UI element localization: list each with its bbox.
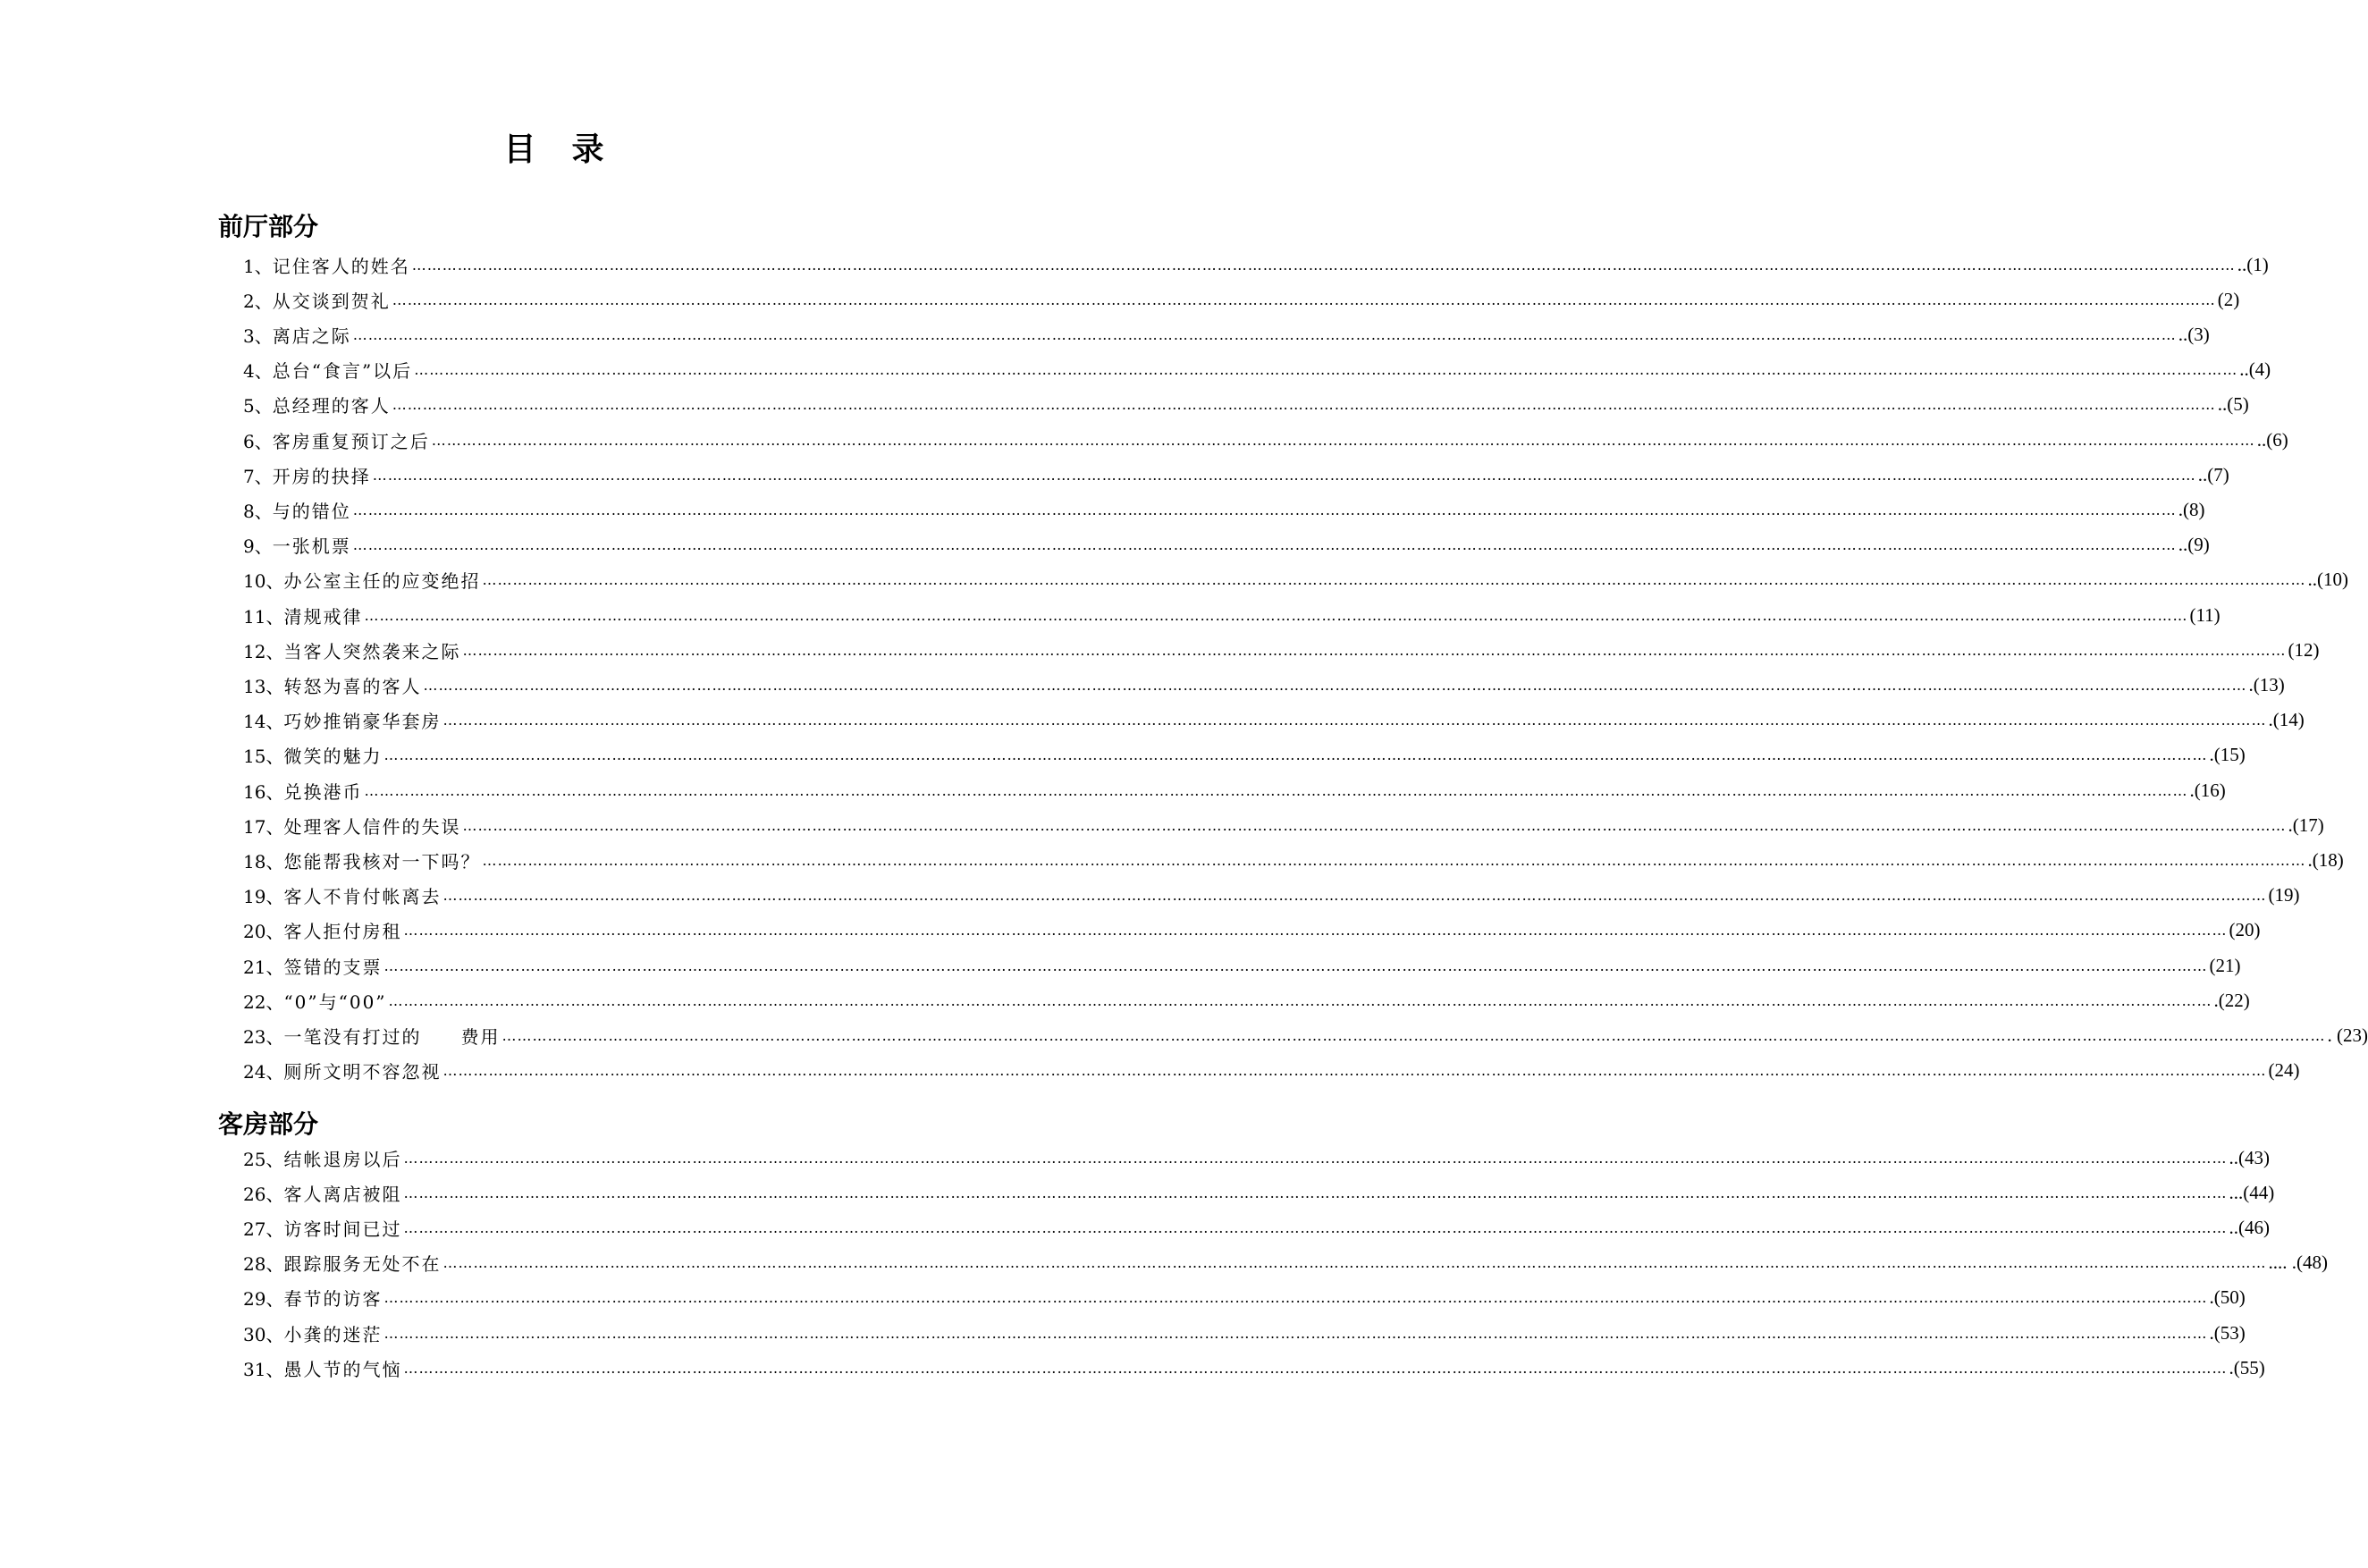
- dot-leader: ………………………………………………………………………………………………………………………………………………………………………………………………………………………………………………………………………………………………………………………………: [352, 501, 2177, 518]
- dot-leader: ………………………………………………………………………………………………………………………………………………………………………………………………………………………………………………………………………………………………………………………………: [423, 676, 2247, 694]
- entry-title: 记住客人的姓名: [272, 255, 410, 277]
- entry-page-number: ..(43): [2229, 1146, 2270, 1168]
- entry-number: 23、: [243, 1025, 284, 1048]
- entry-number: 20、: [243, 921, 284, 943]
- entry-page-number: .... .(48): [2268, 1252, 2328, 1274]
- entry-title: 跟踪服务无处不在: [283, 1253, 442, 1276]
- dot-leader: ………………………………………………………………………………………………………………………………………………………………………………………………………………………………………………………………………………………………………………………………: [352, 536, 2177, 554]
- toc-entry[interactable]: [243, 424, 2288, 456]
- dot-leader: ………………………………………………………………………………………………………………………………………………………………………………………………………………………………………………………………………………………………………………………………: [352, 325, 2177, 343]
- entry-page-number: .(53): [2209, 1321, 2246, 1344]
- dot-leader: ………………………………………………………………………………………………………………………………………………………………………………………………………………………………………………………………………………………………………………………………: [462, 641, 2287, 659]
- entry-title: 小龚的迷茫: [283, 1323, 383, 1345]
- toc-entry[interactable]: [243, 1317, 2246, 1349]
- entry-number: 19、: [243, 886, 284, 908]
- entry-page-number: (11): [2189, 603, 2221, 626]
- entry-title: 客人离店被阻: [283, 1183, 402, 1205]
- entry-page-number: .(55): [2229, 1356, 2265, 1378]
- entry-number: 7、: [243, 465, 273, 487]
- entry-page-number: .(16): [2189, 779, 2226, 801]
- dot-leader: ………………………………………………………………………………………………………………………………………………………………………………………………………………………………………………………………………………………………………………………………: [411, 256, 2236, 274]
- entry-page-number: .(8): [2178, 498, 2205, 520]
- dot-leader: ………………………………………………………………………………………………………………………………………………………………………………………………………………………………………………………………………………………………………………………………: [482, 571, 2306, 589]
- entry-number: 14、: [243, 711, 284, 733]
- entry-title: 离店之际: [272, 325, 351, 347]
- toc-entry[interactable]: [243, 249, 2269, 281]
- dot-leader: ………………………………………………………………………………………………………………………………………………………………………………………………………………………………………………………………………………………………………………………………: [383, 957, 2208, 974]
- entry-title: 客人拒付房租: [283, 921, 402, 943]
- toc-entry[interactable]: [243, 564, 2348, 596]
- toc-entry[interactable]: [243, 1247, 2328, 1279]
- entry-page-number: (20): [2229, 919, 2261, 941]
- entry-title: 结帐退房以后: [283, 1148, 402, 1170]
- entry-number: 18、: [243, 850, 284, 873]
- entry-page-number: .(13): [2248, 673, 2285, 695]
- entry-title: 办公室主任的应变绝招: [283, 570, 481, 593]
- toc-entry[interactable]: [243, 1352, 2265, 1384]
- entry-title: “0”与“00”: [283, 991, 387, 1013]
- dot-leader: ………………………………………………………………………………………………………………………………………………………………………………………………………………………………………………………………………………………………………………………………: [482, 851, 2306, 869]
- entry-title: 访客时间已过: [283, 1218, 402, 1240]
- entry-page-number: ..(5): [2217, 393, 2249, 416]
- entry-number: 2、: [243, 290, 273, 312]
- entry-page-number: ..(4): [2239, 358, 2271, 381]
- dot-leader: ………………………………………………………………………………………………………………………………………………………………………………………………………………………………………………………………………………………………………………………………: [392, 291, 2216, 308]
- entry-title: 您能帮我核对一下吗？: [283, 850, 481, 873]
- toc-entry[interactable]: [243, 529, 2210, 561]
- toc-entry[interactable]: [243, 915, 2261, 947]
- entry-title: 转怒为喜的客人: [283, 675, 422, 697]
- toc-entry[interactable]: [243, 669, 2285, 701]
- entry-number: 6、: [243, 430, 273, 452]
- entry-number: 8、: [243, 500, 273, 522]
- toc-entry[interactable]: [243, 880, 2300, 912]
- entry-title: 当客人突然袭来之际: [283, 640, 461, 662]
- entry-title: 总台“食言”以后: [272, 360, 413, 383]
- toc-entry[interactable]: [243, 493, 2205, 526]
- entry-title: 兑换港币: [283, 780, 363, 803]
- dot-leader: ………………………………………………………………………………………………………………………………………………………………………………………………………………………………………………………………………………………………………………………………: [462, 816, 2287, 834]
- entry-page-number: .(17): [2288, 814, 2324, 836]
- section-title: 客房部分: [218, 1109, 319, 1139]
- toc-entry[interactable]: [243, 949, 2241, 982]
- entry-number: 31、: [243, 1358, 284, 1380]
- toc-entry[interactable]: [243, 599, 2221, 631]
- entry-number: 4、: [243, 360, 273, 383]
- toc-entry[interactable]: [243, 1282, 2246, 1314]
- entry-page-number: .(14): [2268, 709, 2305, 731]
- toc-entry[interactable]: [243, 844, 2344, 876]
- dot-leader: ………………………………………………………………………………………………………………………………………………………………………………………………………………………………………………………………………………………………………………………………: [403, 1149, 2228, 1167]
- entry-page-number: . (23): [2327, 1024, 2368, 1046]
- page-title: 目 录: [503, 131, 606, 168]
- dot-leader: ………………………………………………………………………………………………………………………………………………………………………………………………………………………………………………………………………………………………………………………………: [364, 606, 2188, 624]
- entry-page-number: ...(44): [2229, 1181, 2275, 1203]
- entry-page-number: ..(7): [2197, 463, 2229, 485]
- entry-page-number: ..(46): [2229, 1216, 2270, 1238]
- entry-number: 11、: [243, 605, 284, 628]
- entry-page-number: (2): [2217, 288, 2240, 310]
- entry-number: 22、: [243, 991, 284, 1013]
- entry-title: 从交谈到贺礼: [272, 290, 391, 312]
- dot-leader: ………………………………………………………………………………………………………………………………………………………………………………………………………………………………………………………………………………………………………………………………: [403, 1359, 2228, 1377]
- toc-entry[interactable]: [243, 1142, 2270, 1174]
- entry-title: 春节的访客: [283, 1288, 383, 1311]
- entry-number: 27、: [243, 1218, 284, 1240]
- dot-leader: ………………………………………………………………………………………………………………………………………………………………………………………………………………………………………………………………………………………………………………………………: [383, 746, 2208, 764]
- entry-number: 25、: [243, 1148, 284, 1170]
- entry-number: 3、: [243, 325, 273, 347]
- entry-number: 24、: [243, 1061, 284, 1083]
- entry-number: 30、: [243, 1323, 284, 1345]
- entry-number: 29、: [243, 1288, 284, 1311]
- entry-number: 1、: [243, 255, 273, 277]
- toc-entry[interactable]: [243, 1211, 2270, 1243]
- toc-entry[interactable]: [243, 459, 2229, 491]
- entry-page-number: ..(10): [2307, 569, 2348, 591]
- entry-title: 客人不肯付帐离去: [283, 886, 442, 908]
- entry-page-number: .(22): [2213, 989, 2250, 1011]
- dot-leader: ………………………………………………………………………………………………………………………………………………………………………………………………………………………………………………………………………………………………………………………………: [383, 1324, 2208, 1342]
- entry-number: 5、: [243, 395, 273, 417]
- toc-entry[interactable]: [243, 1055, 2300, 1087]
- entry-page-number: (12): [2288, 638, 2320, 661]
- toc-entry[interactable]: [243, 318, 2210, 350]
- dot-leader: ………………………………………………………………………………………………………………………………………………………………………………………………………………………………………………………………………………………………………………………………: [442, 887, 2267, 905]
- entry-page-number: ..(9): [2178, 534, 2210, 556]
- entry-page-number: (19): [2268, 884, 2300, 906]
- entry-number: 16、: [243, 780, 284, 803]
- entry-page-number: ..(6): [2256, 428, 2288, 451]
- dot-leader: ………………………………………………………………………………………………………………………………………………………………………………………………………………………………………………………………………………………………………………………………: [372, 466, 2196, 484]
- entry-page-number: ..(1): [2237, 253, 2269, 275]
- toc-entry[interactable]: [243, 704, 2305, 737]
- entry-title: 一张机票: [272, 535, 351, 558]
- entry-number: 9、: [243, 535, 273, 558]
- toc-entry[interactable]: [243, 739, 2246, 771]
- entry-number: 10、: [243, 570, 284, 593]
- entry-number: 21、: [243, 956, 284, 978]
- entry-title: 厕所文明不容忽视: [283, 1061, 442, 1083]
- entry-page-number: .(15): [2209, 744, 2246, 766]
- entry-title: 处理客人信件的失误: [283, 815, 461, 838]
- dot-leader: ………………………………………………………………………………………………………………………………………………………………………………………………………………………………………………………………………………………………………………………………: [442, 1062, 2267, 1080]
- entry-page-number: ..(3): [2178, 323, 2210, 345]
- entry-title: 与的错位: [272, 500, 351, 522]
- toc-entry[interactable]: [243, 354, 2271, 386]
- toc-entry[interactable]: [243, 774, 2226, 806]
- dot-leader: ………………………………………………………………………………………………………………………………………………………………………………………………………………………………………………………………………………………………………………………………: [414, 361, 2238, 379]
- entry-title: 开房的抉择: [272, 465, 371, 487]
- toc-entry[interactable]: [243, 1176, 2275, 1209]
- entry-title: 签错的支票: [283, 956, 383, 978]
- entry-title: 巧妙推销豪华套房: [283, 711, 442, 733]
- entry-title: 微笑的魅力: [283, 746, 383, 768]
- entry-page-number: (21): [2209, 954, 2241, 976]
- toc-entry[interactable]: [243, 809, 2324, 841]
- dot-leader: ………………………………………………………………………………………………………………………………………………………………………………………………………………………………………………………………………………………………………………………………: [388, 991, 2212, 1009]
- toc-entry[interactable]: [243, 984, 2250, 1016]
- dot-leader: ………………………………………………………………………………………………………………………………………………………………………………………………………………………………………………………………………………………………………………………………: [383, 1289, 2208, 1307]
- entry-title: 总经理的客人: [272, 395, 391, 417]
- dot-leader: ………………………………………………………………………………………………………………………………………………………………………………………………………………………………………………………………………………………………………………………………: [403, 922, 2228, 940]
- dot-leader: ………………………………………………………………………………………………………………………………………………………………………………………………………………………………………………………………………………………………………………………………: [442, 712, 2267, 729]
- entry-number: 28、: [243, 1253, 284, 1276]
- dot-leader: ………………………………………………………………………………………………………………………………………………………………………………………………………………………………………………………………………………………………………………………………: [403, 1184, 2228, 1201]
- dot-leader: ………………………………………………………………………………………………………………………………………………………………………………………………………………………………………………………………………………………………………………………………: [403, 1218, 2228, 1236]
- entry-title: 清规戒律: [283, 605, 363, 628]
- entry-number: 13、: [243, 675, 284, 697]
- dot-leader: ………………………………………………………………………………………………………………………………………………………………………………………………………………………………………………………………………………………………………………………………: [431, 431, 2255, 449]
- entry-number: 26、: [243, 1183, 284, 1205]
- toc-entry[interactable]: [243, 389, 2249, 421]
- entry-page-number: .(50): [2209, 1286, 2246, 1309]
- dot-leader: ………………………………………………………………………………………………………………………………………………………………………………………………………………………………………………………………………………………………………………………………: [364, 781, 2188, 799]
- dot-leader: ………………………………………………………………………………………………………………………………………………………………………………………………………………………………………………………………………………………………………………………………: [392, 396, 2216, 414]
- toc-entry[interactable]: [243, 634, 2320, 666]
- entry-title: 愚人节的气恼: [283, 1358, 402, 1380]
- toc-entry[interactable]: [243, 283, 2240, 316]
- entry-title: 客房重复预订之后: [272, 430, 430, 452]
- toc-entry[interactable]: [243, 1019, 2368, 1051]
- section-title: 前厅部分: [218, 212, 319, 241]
- dot-leader: ………………………………………………………………………………………………………………………………………………………………………………………………………………………………………………………………………………………………………………………………: [501, 1026, 2326, 1044]
- entry-number: 12、: [243, 640, 284, 662]
- entry-page-number: .(18): [2307, 848, 2344, 871]
- dot-leader: ………………………………………………………………………………………………………………………………………………………………………………………………………………………………………………………………………………………………………………………………: [442, 1254, 2267, 1272]
- entry-number: 17、: [243, 815, 284, 838]
- entry-page-number: (24): [2268, 1059, 2300, 1082]
- entry-title: 一笔没有打过的 费用: [283, 1025, 501, 1048]
- entry-number: 15、: [243, 746, 284, 768]
